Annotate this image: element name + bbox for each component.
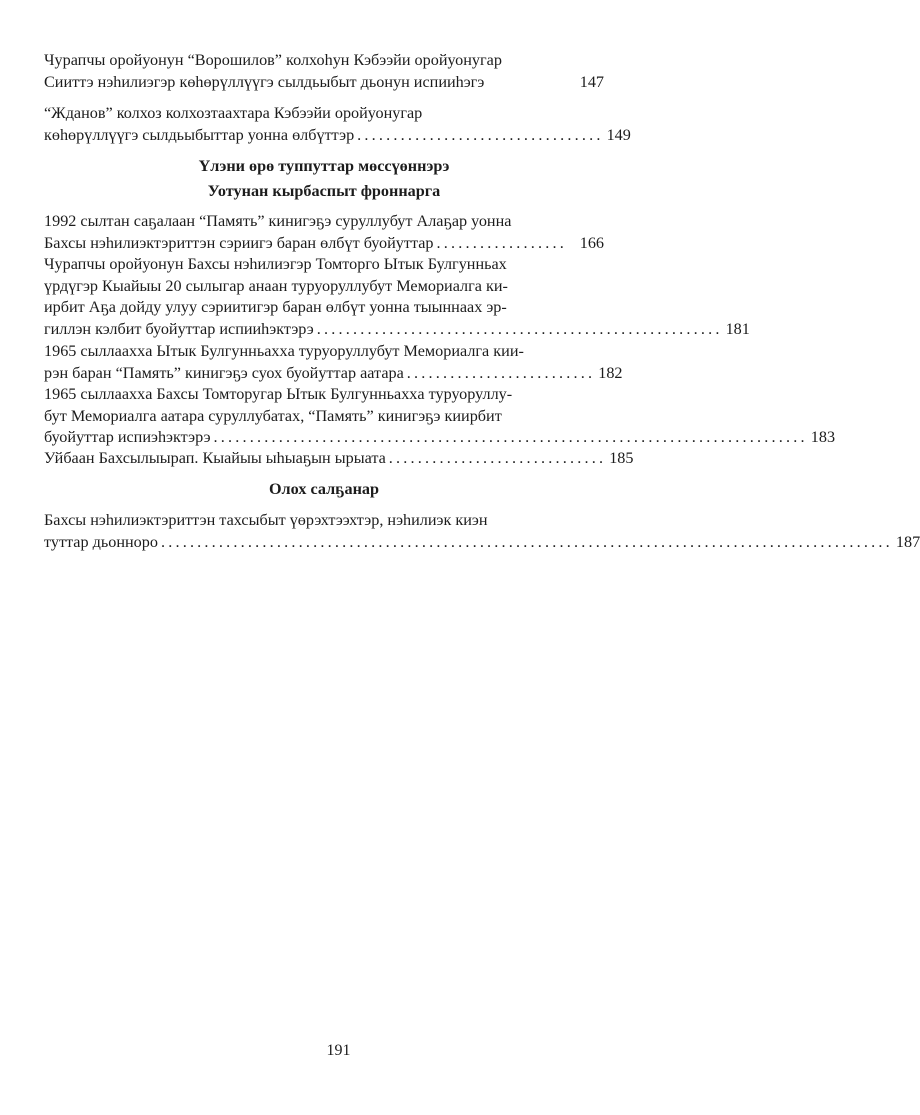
toc-entry-line: 1965 сыллааххa Бахсы Томторугар Ытык Булгунньаххa туруоруллу-	[44, 385, 513, 403]
toc-entry-line: “Жданов” колхоз колхозтаахтара Кэбээйи оройуонугар	[44, 104, 423, 122]
section-heading-line1: Үлэни өрө туппуттар мөссүөннэрэ	[198, 157, 450, 175]
toc-entry-last-line	[44, 319, 750, 341]
toc-leader-dots: ..................................	[357, 125, 604, 144]
toc-page-number: 182	[598, 363, 623, 382]
toc-leader-dots: ..............................	[388, 449, 607, 467]
toc-entry-graduates	[44, 510, 920, 553]
toc-leader-dots: ..................................................................................	[213, 428, 808, 446]
toc-entry-line: Бахсы нэһилиэктэриттэн тахсыбыт үөрэхтээхтэр, нэһилиэк киэн	[44, 511, 488, 529]
toc-page-number: 147	[579, 72, 604, 91]
toc-entry-text: Сииттэ нэһилиэгэр көһөрүллүүгэ сылдьыбыт дьонун испииһэгэ	[44, 72, 485, 91]
toc-entry-song	[44, 448, 634, 470]
toc-entry-text: рэн баран “Память” кинигэҕэ суох буойуттар аатара	[44, 363, 404, 382]
toc-page-number: 166	[579, 233, 604, 252]
section-heading: Олох салҕанар	[268, 480, 380, 498]
toc-entry-line: үрдүгэр Кыайыы 20 сылыгар анаан туруоруллубут Мемориалга ки-	[44, 276, 508, 295]
toc-page-number: 185	[609, 449, 634, 467]
toc-entry-line: ирбит Аҕа дойду улуу сэриитигэр баран өлбүт уонна тыыннаах эр-	[44, 298, 507, 316]
toc-entry-text: Уйбаан Бахсылыырап. Кыайыы ыһыаҕын ырыата	[44, 449, 386, 467]
toc-entry-line: 1992 сылтан саҕалаан “Память” кинигэҕэ суруллубут Алаҕар уонна	[44, 212, 512, 230]
toc-entry-memorial-tomtor	[44, 254, 750, 340]
toc-entry-line: 1965 сыллааххa Ытык Булгунньаххa туруоруллубут Мемориалга кии-	[44, 342, 524, 360]
toc-entry-line: Чурапчы оройуонун Бахсы нэһилиэгэр Томторго Ытык Булгунньах	[44, 255, 507, 273]
toc-entry-memorial-1965-a	[44, 341, 623, 384]
toc-page-number: 181	[725, 319, 750, 338]
toc-leader-dots: ........................................................	[316, 319, 723, 338]
toc-leader-dots: .....................................................................................................	[160, 532, 893, 551]
toc-entry-line: Чурапчы оройуонун “Ворошилов” колхоһун Кэбээйи оройуонугар	[44, 51, 502, 69]
toc-entry-last-line	[44, 363, 623, 385]
toc-entry-last-line	[44, 233, 604, 255]
toc-entry-vorošilov	[44, 50, 604, 93]
toc-leader-dots: ..........................	[406, 363, 596, 382]
toc-entry-zhdanov	[44, 103, 631, 146]
toc-entry-text: Бахсы нэһилиэктэриттэн сэриигэ баран өлбүт буойуттар	[44, 233, 434, 252]
page-number: 191	[326, 1042, 351, 1059]
toc-entry-last-line	[44, 448, 634, 470]
toc-entry-text: буойуттар испиэһэктэрэ	[44, 428, 211, 446]
toc-page-number: 183	[810, 428, 836, 446]
section-heading-line2: Уотунан кырбаспыт фроннарга	[207, 182, 441, 200]
toc-entry-text: көһөрүллүүгэ сылдьыбыттар уонна өлбүттэр	[44, 125, 355, 144]
toc-page-number: 149	[606, 125, 631, 144]
toc-entry-memorial-1965-b	[44, 384, 836, 449]
toc-leader-dots: ..................	[436, 233, 567, 252]
toc-entry-last-line	[44, 125, 631, 147]
toc-entry-last-line	[44, 532, 920, 554]
toc-page-number: 187	[895, 532, 920, 551]
toc-entry-last-line	[44, 427, 836, 449]
toc-entry-text: гиллэн кэлбит буойуттар испииһэктэрэ	[44, 319, 314, 338]
toc-entry-line: бут Мемориалга аатара суруллубатах, “Память” кинигэҕэ киирбит	[44, 406, 502, 425]
toc-entry-pamyat-1992	[44, 211, 604, 254]
toc-entry-last-line	[44, 72, 604, 94]
toc-entry-text: туттар дьонноро	[44, 532, 158, 551]
